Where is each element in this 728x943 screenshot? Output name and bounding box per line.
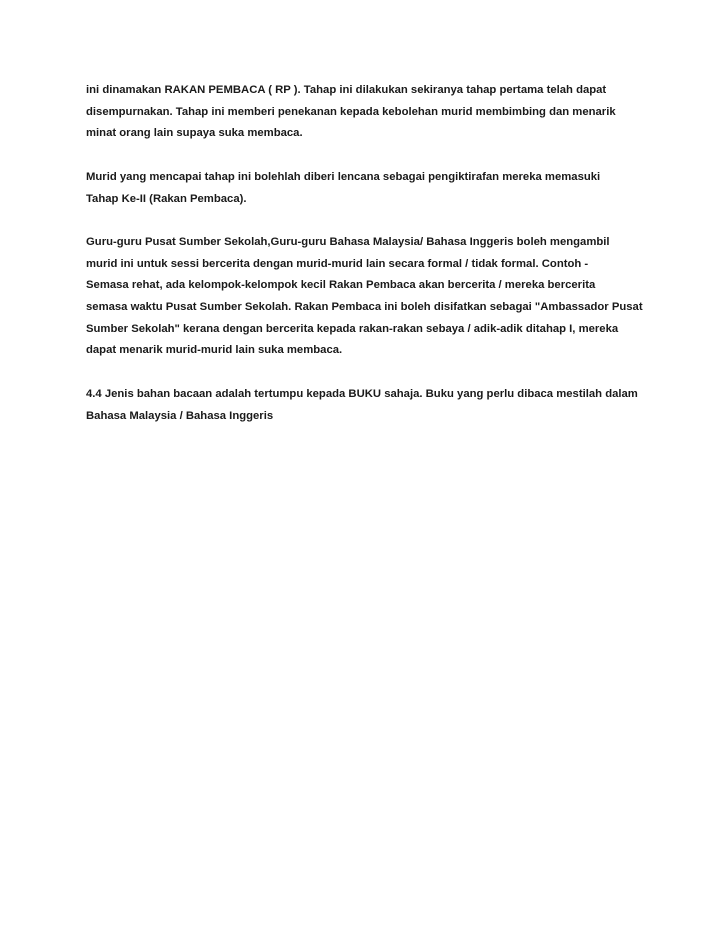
paragraph-jenis-bahan-bacaan [86, 384, 666, 427]
paragraph-rakan-pembaca-intro [86, 80, 666, 145]
text-line: Bahasa Malaysia / Bahasa Inggeris [86, 409, 274, 422]
text-line: Tahap Ke-II (Rakan Pembaca). [86, 192, 247, 205]
text-line: Semasa rehat, ada kelompok-kelompok kecil Rakan Pembaca akan bercerita / mereka bercerita [86, 279, 596, 292]
text-line: disempurnakan. Tahap ini memberi penekanan kepada kebolehan murid membimbing dan menarik [86, 105, 616, 118]
text-line: Sumber Sekolah" kerana dengan bercerita kepada rakan-rakan sebaya / adik-adik ditahap I, mereka [86, 322, 619, 335]
paragraph-guru-pusat-sumber [86, 232, 666, 362]
text-line: murid ini untuk sessi bercerita dengan murid-murid lain secara formal / tidak formal. Contoh - [86, 257, 589, 270]
text-line: minat orang lain supaya suka membaca. [86, 127, 303, 140]
text-line: Guru-guru Pusat Sumber Sekolah,Guru-guru Bahasa Malaysia/ Bahasa Inggeris boleh mengambil [86, 235, 610, 248]
paragraph-lencana [86, 167, 666, 210]
text-line: ini dinamakan RAKAN PEMBACA ( RP ). Tahap ini dilakukan sekiranya tahap pertama telah dapat [86, 84, 607, 96]
document-body [86, 80, 666, 449]
text-line: semasa waktu Pusat Sumber Sekolah. Rakan Pembaca ini boleh disifatkan sebagai "Ambassador Pusat [86, 301, 643, 313]
text-line: dapat menarik murid-murid lain suka membaca. [86, 344, 343, 357]
text-line: Murid yang mencapai tahap ini bolehlah diberi lencana sebagai pengiktirafan mereka memasuki [86, 170, 601, 183]
text-line: 4.4 Jenis bahan bacaan adalah tertumpu kepada BUKU sahaja. Buku yang perlu dibaca mestilah dalam [86, 387, 638, 400]
